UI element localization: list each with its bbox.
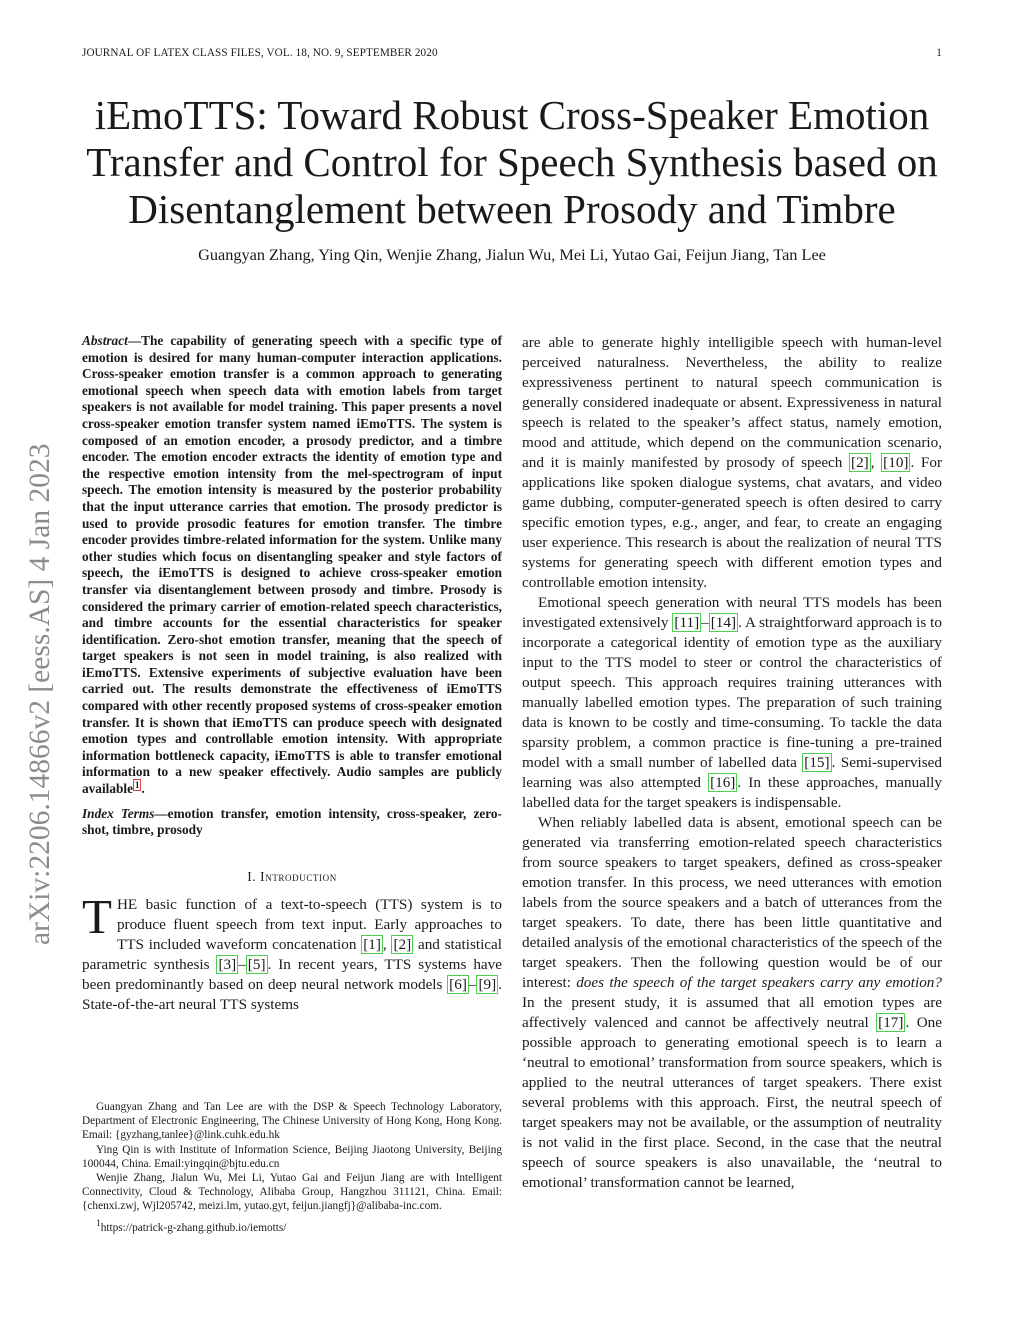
- paper-title: [40, 92, 984, 233]
- citation-link[interactable]: [3]: [218, 955, 237, 973]
- title-block: [40, 92, 984, 265]
- affiliation-footnote: Guangyan Zhang and Tan Lee are with the DSP & Speech Technology Laboratory, Department of Electronic Engineering, The Chinese University of Hong Kong, Hong Kong. Email: {gyzhang,tanlee}@link.cuhk.edu.hk: [82, 1101, 502, 1142]
- journal-header: JOURNAL OF LATEX CLASS FILES, VOL. 18, NO. 9, SEPTEMBER 2020: [82, 47, 438, 59]
- author-list: Guangyan Zhang, Ying Qin, Wenjie Zhang, Jialun Wu, Mei Li, Yutao Gai, Feijun Jiang, Tan Lee: [198, 245, 826, 264]
- citation-link[interactable]: [11]: [674, 614, 700, 631]
- citation-link[interactable]: [9]: [478, 975, 497, 993]
- citation-link[interactable]: [17]: [878, 1014, 904, 1031]
- body-paragraph: are able to generate highly intelligible speech with human-level perceived naturalness. Nevertheless, the ability to realize expressiveness pertinent to natural speech communication is generally considered inadequate or absent. Expressiveness in natural speech is related to the speaker’s affect status, namely emotion, mood and attitude, which depend on the communication scenario, and it is mainly manifested by prosody of speech [2] , [10] . For applications like spoken dialogue systems, chat avatars, and video game dubbing, computer-generated speech is often desired to carry specific emotion types, e.g., anger, and fear, to create an engaging user experience. This research is about the realization of neural TTS systems for generating speech with different emotion types and controllable emotion intensity.: [522, 334, 943, 591]
- body-paragraph: Emotional speech generation with neural TTS models has been investigated extensively [11] – [14] . A straightforward approach is to incorporate a categorical identity of emotion type as the auxiliary input to the TTS model to steer or control the characteristics of output speech. This approach requires training utterances with manually labelled emotion types. The preparation of such training data is known to be costly and time-consuming. To tackle the data sparsity problem, a common practice is fine-tuning a pre-trained model with a small number of labelled data [15] . Semi-supervised learning was also attempted [16] . In these approaches, manually labelled data for the target speakers is indispensable.: [522, 594, 943, 811]
- body-paragraph: When reliably labelled data is absent, emotional speech can be generated via transferring emotion-related speech characteristics from source speakers to target speakers, defined as cross-speaker emotion transfer. In this process, we need utterances with emotion labels from the source speakers and a batch of utterances from the target speakers. To date, there has been little quantitative and detailed analysis of the emotional characteristics of the speech of the target speakers. Then the following question would be of our interest: does the speech of the target speakers carry any emotion? In the present study, it is assumed that all emotion types are affectively valenced and cannot be affectively neutral [17] . One possible approach to generating emotional speech is to learn a ‘neutral to emotional’ transformation from source speakers, which is applied to the neutral utterances of target speakers. There exist several problems with this approach. First, the neutral speech of target speakers may not be available, or the assumption of neutrality is not valid in the first place. Second, in the case that the neutral speech of source speakers is also unavailable, the ‘neutral to emotional’ transformation cannot be learned,: [522, 814, 942, 1191]
- section-title: Introduction: [260, 868, 337, 884]
- title-line: iEmoTTS: Toward Robust Cross-Speaker Emotion: [94, 92, 930, 138]
- research-question: does the speech of the target speakers carry any emotion?: [576, 974, 942, 991]
- citation-link[interactable]: [6]: [449, 975, 467, 993]
- running-head: [82, 47, 942, 63]
- right-column: [522, 333, 942, 1193]
- intro-paragraph: THE basic function of a text-to-speech (TTS) system is to produce fluent speech from text input. Early approaches to TTS included waveform concatenation [1] , [2] and statistical parametric synthesis [3] – [5] . In recent years, TTS systems have been predominantly based on deep neural network models [6] – [9] . State-of-the-art neural TTS systems: [82, 888, 502, 1013]
- citation-link[interactable]: [14]: [710, 614, 737, 631]
- footnote-url[interactable]: https://patrick-g-zhang.github.io/iemotts/: [100, 1221, 287, 1234]
- index-terms-text: —emotion transfer, emotion intensity, cross-speaker, zero-shot, timbre, prosody: [82, 805, 502, 838]
- index-terms-label: Index Terms: [82, 805, 155, 821]
- affiliation-footnote: Wenjie Zhang, Jialun Wu, Mei Li, Yutao Gai and Feijun Jiang are with Intelligent Connectivity, Cloud & Technology, Alibaba Group, Hangzhou 311121, China. Email: {chenxi.zwj, Wjl205742, meizi.lm, yutao.gyt, feijun.jiangfj}@alibaba-inc.com.: [82, 1172, 502, 1213]
- index-terms: [82, 806, 502, 839]
- citation-link[interactable]: [2]: [851, 454, 869, 471]
- drop-cap: T: [82, 888, 112, 944]
- url-footnote: [82, 1217, 502, 1235]
- abstract: Abstract—The capability of generating speech with a specific type of emotion is desired for many human-computer interaction applications. Cross-speaker emotion transfer is a common approach to generating emotional speech when speech data with emotion labels from target speakers is not available for model training. This paper presents a novel cross-speaker emotion transfer system named iEmoTTS. The system is composed of an emotion encoder, a prosody predictor, and a timbre encoder. The emotion encoder extracts the identity of emotion type and the respective emotion intensity from the mel-spectrogram of input speech. The emotion intensity is measured by the posterior probability that the input utterance carries that emotion. The prosody predictor is used to provide prosodic features for emotion transfer. The timbre encoder provides timbre-related information for the system. Unlike many other studies which focus on disentangling speaker and style factors of speech, the iEmoTTS is designed to achieve cross-speaker emotion transfer via disentanglement between prosody and timbre. Prosody is considered the primary carrier of emotion-related speech characteristics, and timbre accounts for the essential characteristics for speaker identification. Zero-shot emotion transfer, meaning that the speech of target speakers is not seen in model training, is also realized with iEmoTTS. Extensive experiments of subjective evaluation have been carried out. The results demonstrate the effectiveness of iEmoTTS compared with other recently proposed systems of cross-speaker emotion transfer. It is shown that iEmoTTS can produce speech with designated emotion types and controllable emotion intensity. With appropriate information bottleneck capacity, iEmoTTS is able to transfer emotional information to a new speaker effectively. Audio samples are publicly available $^1$ .: [82, 333, 502, 797]
- footnote-link[interactable]: 1: [134, 779, 140, 790]
- citation-link[interactable]: [10]: [883, 454, 909, 471]
- footnote-mark: 1: [96, 1218, 101, 1229]
- citation-link[interactable]: [15]: [804, 754, 830, 771]
- citation-link[interactable]: [16]: [710, 774, 736, 791]
- arxiv-identifier: arXiv:2206.14866v2 [eess.AS] 4 Jan 2023: [24, 443, 56, 945]
- title-line: Disentanglement between Prosody and Timbre: [128, 186, 896, 232]
- abstract-text: —The capability of generating speech with a specific type of emotion is desired for many human-computer interaction applications. Cross-speaker emotion transfer is a common approach to generating emotional speech when speech data with emotion labels from target speakers is not available for model training. This paper presents a novel cross-speaker emotion transfer system named iEmoTTS. The system is composed of an emotion encoder, a prosody predictor, and a timbre encoder. The emotion encoder extracts the identity of emotion type and the respective emotion intensity from the mel-spectrogram of input speech. The emotion intensity is measured by the posterior probability that the input utterance carries that emotion. The prosody predictor is used to provide prosodic features for emotion transfer. The timbre encoder provides timbre-related information for the system. Unlike many other studies which focus on disentangling speaker and style factors of speech, the iEmoTTS is designed to achieve cross-speaker emotion transfer via disentanglement between prosody and timbre. Prosody is considered the primary carrier of emotion-related speech characteristics, and timbre accounts for the essential characteristics for speaker identification. Zero-shot emotion transfer, meaning that the speech of target speakers is not seen in model training, is also realized with iEmoTTS. Extensive experiments of subjective evaluation have been carried out. The results demonstrate the effectiveness of iEmoTTS compared with other recently proposed systems of cross-speaker emotion transfer. It is shown that iEmoTTS can produce speech with designated emotion types and controllable emotion intensity. With appropriate information bottleneck capacity, iEmoTTS is able to transfer emotional information to a new speaker effectively. Audio samples are publicly available: [82, 333, 502, 797]
- footnotes: [82, 1100, 502, 1235]
- affiliation-footnote: Ying Qin is with Institute of Information Science, Beijing Jiaotong University, Beijing 100044, China. Email:yingqin@bjtu.edu.cn: [82, 1143, 502, 1170]
- abstract-label: Abstract: [82, 333, 128, 348]
- citation-link[interactable]: [5]: [247, 955, 266, 973]
- page-number: 1: [936, 47, 942, 59]
- title-line: Transfer and Control for Speech Synthesis based on: [86, 139, 938, 185]
- citation-link[interactable]: [2]: [393, 935, 412, 953]
- left-column: [82, 333, 502, 1015]
- section-heading: [82, 869, 502, 885]
- section-numeral: I.: [247, 868, 257, 884]
- citation-link[interactable]: [1]: [363, 935, 381, 953]
